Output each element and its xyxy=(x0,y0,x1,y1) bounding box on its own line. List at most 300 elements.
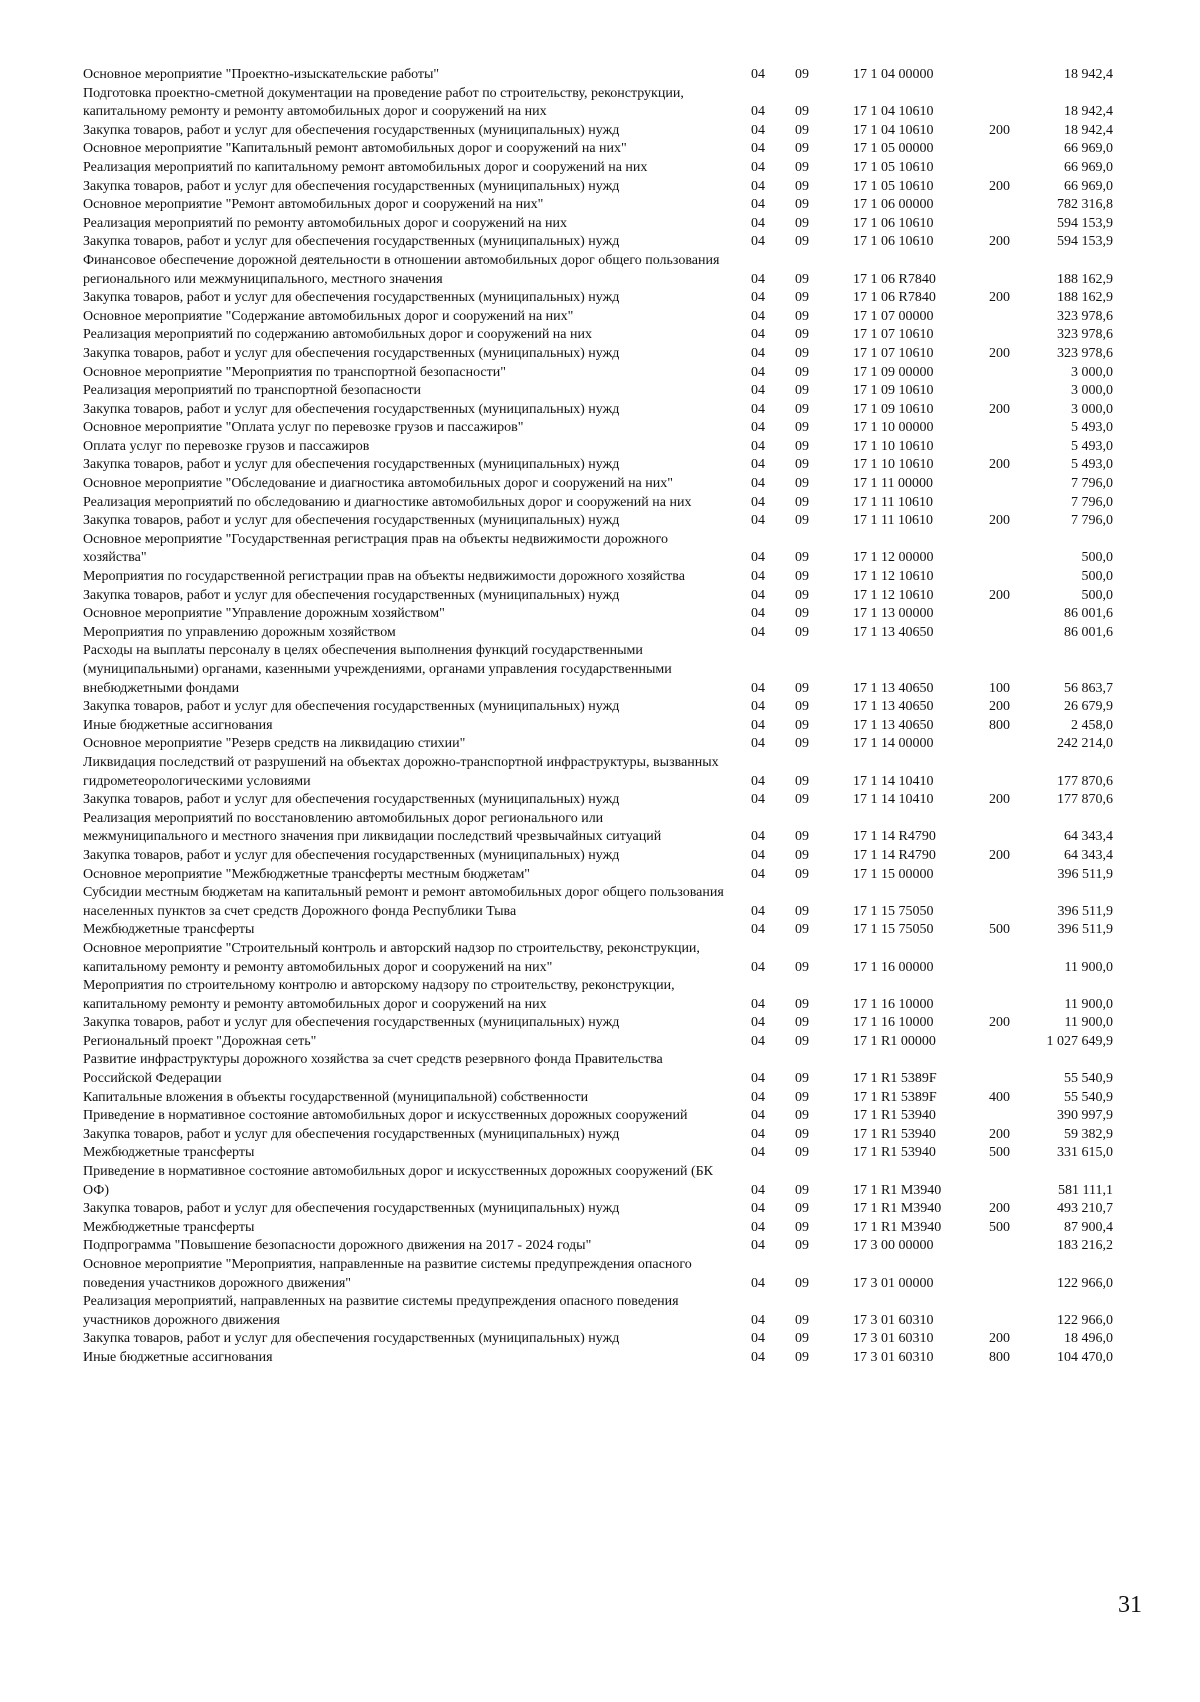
row-subsection: 09 xyxy=(795,847,809,863)
table-row xyxy=(83,512,1123,531)
row-target-code: 17 1 R1 M3940 xyxy=(853,1219,942,1235)
table-row xyxy=(83,326,1123,345)
table-row xyxy=(83,308,1123,327)
row-expense-type: 200 xyxy=(989,792,1010,808)
row-expense-type: 400 xyxy=(989,1089,1010,1105)
row-expense-type xyxy=(981,494,1045,513)
row-name: Закупка товаров, работ и услуг для обеспечения государственных (муниципальных) нужд xyxy=(83,178,620,194)
row-section: 04 xyxy=(751,959,765,975)
row-expense-type: 200 xyxy=(989,1201,1010,1217)
row-subsection: 09 xyxy=(795,1108,809,1124)
row-subsection: 09 xyxy=(795,1089,809,1105)
row-amount: 581 111,1 xyxy=(1058,1182,1113,1198)
row-name: Основное мероприятие "Управление дорожным хозяйством" xyxy=(83,606,445,622)
row-name: Подпрограмма "Повышение безопасности дорожного движения на 2017 - 2024 годы" xyxy=(83,1238,592,1254)
row-name: Основное мероприятие "Государственная регистрация прав на объекты недвижимости дорожного хозяйства" xyxy=(83,531,669,566)
row-section: 04 xyxy=(751,290,765,306)
row-section: 04 xyxy=(751,383,765,399)
row-subsection: 09 xyxy=(795,1349,809,1365)
table-row xyxy=(83,977,1123,1014)
table-row xyxy=(83,178,1123,197)
row-section: 04 xyxy=(751,67,765,82)
row-amount: 59 382,9 xyxy=(1064,1126,1113,1142)
row-name: Финансовое обеспечение дорожной деятельности в отношении автомобильных дорог общего пользования регионального или межмуниципального, местного значения xyxy=(83,252,720,287)
row-amount: 26 679,9 xyxy=(1064,699,1113,715)
table-row xyxy=(83,866,1123,885)
table-row xyxy=(83,159,1123,178)
row-target-code: 17 1 R1 00000 xyxy=(853,1033,936,1049)
row-subsection: 09 xyxy=(795,959,809,975)
row-name: Закупка товаров, работ и услуг для обеспечения государственных (муниципальных) нужд xyxy=(83,587,620,603)
row-amount: 122 966,0 xyxy=(1057,1312,1113,1328)
row-amount: 396 511,9 xyxy=(1057,922,1113,938)
row-name: Реализация мероприятий по ремонту автомобильных дорог и сооружений на них xyxy=(83,215,568,231)
row-target-code: 17 1 11 00000 xyxy=(853,476,933,492)
row-amount: 56 863,7 xyxy=(1064,680,1113,696)
row-subsection: 09 xyxy=(795,569,809,585)
row-subsection: 09 xyxy=(795,736,809,752)
row-name: Основное мероприятие "Резерв средств на ликвидацию стихии" xyxy=(83,736,466,752)
table-row xyxy=(83,1293,1123,1330)
row-amount: 323 978,6 xyxy=(1057,345,1113,361)
row-name: Закупка товаров, работ и услуг для обеспечения государственных (муниципальных) нужд xyxy=(83,847,620,863)
row-name: Основное мероприятие "Межбюджетные трансферты местным бюджетам" xyxy=(83,866,531,882)
row-target-code: 17 1 05 00000 xyxy=(853,141,934,157)
table-row xyxy=(83,438,1123,457)
row-amount: 1 027 649,9 xyxy=(1046,1033,1113,1049)
row-subsection: 09 xyxy=(795,1201,809,1217)
row-amount: 5 493,0 xyxy=(1071,420,1113,436)
table-row xyxy=(83,735,1123,754)
row-target-code: 17 1 05 10610 xyxy=(853,159,934,175)
row-subsection: 09 xyxy=(795,271,809,287)
row-target-code: 17 1 R1 53940 xyxy=(853,1108,936,1124)
row-amount: 183 216,2 xyxy=(1057,1238,1113,1254)
row-target-code: 17 1 R1 5389F xyxy=(853,1071,937,1087)
row-subsection: 09 xyxy=(795,1015,809,1031)
row-subsection: 09 xyxy=(795,680,809,696)
row-subsection: 09 xyxy=(795,550,809,566)
row-expense-type xyxy=(981,140,1045,159)
row-target-code: 17 1 R1 M3940 xyxy=(853,1201,942,1217)
row-expense-type xyxy=(981,252,1045,289)
row-name: Закупка товаров, работ и услуг для обеспечения государственных (муниципальных) нужд xyxy=(83,122,620,138)
row-section: 04 xyxy=(751,271,765,287)
row-expense-type: 200 xyxy=(989,587,1010,603)
row-expense-type: 200 xyxy=(989,1126,1010,1142)
row-expense-type: 200 xyxy=(989,699,1010,715)
row-subsection: 09 xyxy=(795,513,809,529)
budget-table-body xyxy=(83,66,1123,1368)
table-row xyxy=(83,1107,1123,1126)
row-expense-type xyxy=(981,531,1045,568)
table-row xyxy=(83,1330,1123,1349)
row-name: Закупка товаров, работ и услуг для обеспечения государственных (муниципальных) нужд xyxy=(83,1015,620,1031)
row-subsection: 09 xyxy=(795,1145,809,1161)
row-section: 04 xyxy=(751,736,765,752)
row-target-code: 17 1 14 R4790 xyxy=(853,829,936,845)
row-target-code: 17 1 16 10000 xyxy=(853,996,934,1012)
row-subsection: 09 xyxy=(795,717,809,733)
row-section: 04 xyxy=(751,866,765,882)
row-section: 04 xyxy=(751,476,765,492)
row-subsection: 09 xyxy=(795,903,809,919)
row-section: 04 xyxy=(751,792,765,808)
row-section: 04 xyxy=(751,401,765,417)
row-subsection: 09 xyxy=(795,699,809,715)
row-subsection: 09 xyxy=(795,494,809,510)
row-name: Закупка товаров, работ и услуг для обеспечения государственных (муниципальных) нужд xyxy=(83,290,620,306)
row-name: Закупка товаров, работ и услуг для обеспечения государственных (муниципальных) нужд xyxy=(83,699,620,715)
row-section: 04 xyxy=(751,197,765,213)
row-expense-type xyxy=(981,215,1045,234)
row-amount: 5 493,0 xyxy=(1071,438,1113,454)
row-expense-type xyxy=(981,866,1045,885)
row-target-code: 17 3 00 00000 xyxy=(853,1238,934,1254)
row-amount: 87 900,4 xyxy=(1064,1219,1113,1235)
row-target-code: 17 1 09 00000 xyxy=(853,364,934,380)
row-section: 04 xyxy=(751,159,765,175)
row-expense-type xyxy=(981,624,1045,643)
row-expense-type: 200 xyxy=(989,1015,1010,1031)
row-section: 04 xyxy=(751,438,765,454)
row-expense-type: 500 xyxy=(989,1219,1010,1235)
row-target-code: 17 1 06 00000 xyxy=(853,197,934,213)
row-expense-type xyxy=(981,1237,1045,1256)
row-name: Межбюджетные трансферты xyxy=(83,1145,255,1161)
row-target-code: 17 1 09 10610 xyxy=(853,383,934,399)
row-section: 04 xyxy=(751,624,765,640)
row-expense-type xyxy=(981,364,1045,383)
row-target-code: 17 1 13 40650 xyxy=(853,699,934,715)
row-name: Капитальные вложения в объекты государственной (муниципальной) собственности xyxy=(83,1089,589,1105)
row-name: Мероприятия по управлению дорожным хозяйством xyxy=(83,624,396,640)
table-row xyxy=(83,1349,1123,1368)
table-row xyxy=(83,587,1123,606)
row-amount: 500,0 xyxy=(1081,550,1113,566)
row-subsection: 09 xyxy=(795,1071,809,1087)
row-section: 04 xyxy=(751,122,765,138)
row-section: 04 xyxy=(751,178,765,194)
row-subsection: 09 xyxy=(795,308,809,324)
row-name: Закупка товаров, работ и услуг для обеспечения государственных (муниципальных) нужд xyxy=(83,457,620,473)
table-row xyxy=(83,475,1123,494)
row-target-code: 17 1 14 00000 xyxy=(853,736,934,752)
row-section: 04 xyxy=(751,569,765,585)
table-row xyxy=(83,140,1123,159)
table-row xyxy=(83,85,1123,122)
row-amount: 5 493,0 xyxy=(1071,457,1113,473)
row-subsection: 09 xyxy=(795,290,809,306)
table-row xyxy=(83,754,1123,791)
row-name: Мероприятия по строительному контролю и авторскому надзору по строительству, реконструкции, капитальному ремонту и ремонту автомобильных дорог и сооружений на них xyxy=(83,978,675,1012)
row-subsection: 09 xyxy=(795,606,809,622)
table-row xyxy=(83,884,1123,921)
row-name: Основное мероприятие "Оплата услуг по перевозке грузов и пассажиров" xyxy=(83,420,524,436)
row-amount: 3 000,0 xyxy=(1071,401,1113,417)
row-target-code: 17 3 01 60310 xyxy=(853,1331,934,1347)
row-target-code: 17 1 15 75050 xyxy=(853,903,934,919)
row-amount: 18 942,4 xyxy=(1064,122,1113,138)
row-expense-type: 200 xyxy=(989,122,1010,138)
row-name: Основное мероприятие "Содержание автомобильных дорог и сооружений на них" xyxy=(83,308,574,324)
row-expense-type xyxy=(981,196,1045,215)
row-name: Реализация мероприятий по восстановлению автомобильных дорог регионального или межмуниципального и местного значения при ликвидации последствий чрезвычайных ситуаций xyxy=(83,810,662,845)
row-section: 04 xyxy=(751,847,765,863)
row-target-code: 17 1 05 10610 xyxy=(853,178,934,194)
table-row xyxy=(83,1051,1123,1088)
table-row xyxy=(83,717,1123,736)
row-section: 04 xyxy=(751,587,765,603)
row-expense-type: 200 xyxy=(989,513,1010,529)
row-expense-type: 800 xyxy=(989,717,1010,733)
table-row xyxy=(83,1163,1123,1200)
row-amount: 66 969,0 xyxy=(1064,159,1113,175)
row-section: 04 xyxy=(751,308,765,324)
row-name: Основное мероприятие "Мероприятия, направленные на развитие системы предупреждения опасного поведения участников дорожного движения" xyxy=(83,1257,692,1291)
row-amount: 64 343,4 xyxy=(1064,847,1113,863)
row-expense-type xyxy=(981,85,1045,122)
row-amount: 3 000,0 xyxy=(1071,364,1113,380)
table-row xyxy=(83,921,1123,940)
row-amount: 7 796,0 xyxy=(1071,494,1113,510)
page-number: 31 xyxy=(1118,1592,1142,1618)
row-expense-type xyxy=(981,605,1045,624)
row-amount: 188 162,9 xyxy=(1057,290,1113,306)
row-section: 04 xyxy=(751,1015,765,1031)
row-subsection: 09 xyxy=(795,1033,809,1049)
table-row xyxy=(83,364,1123,383)
row-name: Межбюджетные трансферты xyxy=(83,1219,255,1235)
row-amount: 55 540,9 xyxy=(1064,1071,1113,1087)
row-amount: 594 153,9 xyxy=(1057,215,1113,231)
row-name: Иные бюджетные ассигнования xyxy=(83,1349,273,1365)
row-subsection: 09 xyxy=(795,1182,809,1198)
row-target-code: 17 1 13 40650 xyxy=(853,680,934,696)
row-section: 04 xyxy=(751,1126,765,1142)
row-expense-type xyxy=(981,382,1045,401)
row-subsection: 09 xyxy=(795,178,809,194)
row-target-code: 17 1 06 10610 xyxy=(853,215,934,231)
row-section: 04 xyxy=(751,327,765,343)
table-row xyxy=(83,196,1123,215)
row-section: 04 xyxy=(751,1182,765,1198)
row-subsection: 09 xyxy=(795,1275,809,1291)
row-amount: 323 978,6 xyxy=(1057,327,1113,343)
row-expense-type xyxy=(981,568,1045,587)
row-amount: 66 969,0 xyxy=(1064,178,1113,194)
row-section: 04 xyxy=(751,1219,765,1235)
row-amount: 782 316,8 xyxy=(1057,197,1113,213)
row-section: 04 xyxy=(751,1349,765,1365)
row-name: Подготовка проектно-сметной документации на проведение работ по строительству, реконструкции, капитальному ремонту и ремонту автомобильных дорог и сооружений на них xyxy=(83,85,684,120)
row-target-code: 17 3 01 00000 xyxy=(853,1275,934,1291)
row-amount: 500,0 xyxy=(1081,587,1113,603)
table-row xyxy=(83,66,1123,85)
table-row xyxy=(83,382,1123,401)
row-section: 04 xyxy=(751,141,765,157)
row-expense-type: 500 xyxy=(989,1145,1010,1161)
row-subsection: 09 xyxy=(795,866,809,882)
row-target-code: 17 1 R1 53940 xyxy=(853,1145,936,1161)
table-row xyxy=(83,1237,1123,1256)
table-row xyxy=(83,345,1123,364)
row-subsection: 09 xyxy=(795,401,809,417)
row-section: 04 xyxy=(751,1071,765,1087)
row-expense-type xyxy=(981,475,1045,494)
table-row xyxy=(83,568,1123,587)
row-target-code: 17 1 13 40650 xyxy=(853,624,934,640)
row-section: 04 xyxy=(751,829,765,845)
row-amount: 11 900,0 xyxy=(1064,959,1113,975)
row-expense-type xyxy=(981,66,1045,85)
row-expense-type xyxy=(981,1163,1045,1200)
row-name: Субсидии местным бюджетам на капитальный ремонт и ремонт автомобильных дорог общего пользования населенных пунктов за счет средств Дорожного фонда Республики Тыва xyxy=(83,885,724,919)
row-target-code: 17 1 07 10610 xyxy=(853,345,934,361)
row-subsection: 09 xyxy=(795,996,809,1012)
row-name: Основное мероприятие "Мероприятия по транспортной безопасности" xyxy=(83,364,506,380)
row-target-code: 17 1 R1 5389F xyxy=(853,1089,937,1105)
row-section: 04 xyxy=(751,1201,765,1217)
row-section: 04 xyxy=(751,717,765,733)
row-amount: 18 942,4 xyxy=(1064,104,1113,120)
row-target-code: 17 1 06 10610 xyxy=(853,234,934,250)
row-expense-type xyxy=(981,438,1045,457)
row-amount: 11 900,0 xyxy=(1064,1015,1113,1031)
row-name: Закупка товаров, работ и услуг для обеспечения государственных (муниципальных) нужд xyxy=(83,234,620,250)
row-target-code: 17 1 09 10610 xyxy=(853,401,934,417)
row-subsection: 09 xyxy=(795,438,809,454)
row-section: 04 xyxy=(751,1108,765,1124)
row-amount: 7 796,0 xyxy=(1071,476,1113,492)
row-target-code: 17 1 16 10000 xyxy=(853,1015,934,1031)
row-subsection: 09 xyxy=(795,104,809,120)
row-amount: 86 001,6 xyxy=(1064,606,1113,622)
row-subsection: 09 xyxy=(795,141,809,157)
row-subsection: 09 xyxy=(795,1312,809,1328)
row-expense-type xyxy=(981,735,1045,754)
row-target-code: 17 1 07 10610 xyxy=(853,327,934,343)
row-target-code: 17 1 04 10610 xyxy=(853,122,934,138)
row-subsection: 09 xyxy=(795,122,809,138)
row-amount: 493 210,7 xyxy=(1057,1201,1113,1217)
row-amount: 2 458,0 xyxy=(1071,717,1113,733)
row-subsection: 09 xyxy=(795,1126,809,1142)
row-expense-type: 500 xyxy=(989,922,1010,938)
row-amount: 104 470,0 xyxy=(1057,1349,1113,1365)
row-subsection: 09 xyxy=(795,215,809,231)
row-name: Межбюджетные трансферты xyxy=(83,922,255,938)
row-expense-type: 200 xyxy=(989,457,1010,473)
row-target-code: 17 1 13 40650 xyxy=(853,717,934,733)
row-amount: 177 870,6 xyxy=(1057,792,1113,808)
row-expense-type xyxy=(981,1293,1045,1330)
row-amount: 188 162,9 xyxy=(1057,271,1113,287)
table-row xyxy=(83,810,1123,847)
row-amount: 396 511,9 xyxy=(1057,903,1113,919)
row-target-code: 17 1 13 00000 xyxy=(853,606,934,622)
row-section: 04 xyxy=(751,457,765,473)
row-name: Реализация мероприятий, направленных на развитие системы предупреждения опасного поведения участников дорожного движения xyxy=(83,1294,679,1328)
row-subsection: 09 xyxy=(795,587,809,603)
row-target-code: 17 1 10 10610 xyxy=(853,438,934,454)
table-row xyxy=(83,1219,1123,1238)
row-name: Региональный проект "Дорожная сеть" xyxy=(83,1033,317,1049)
row-expense-type xyxy=(981,884,1045,921)
row-name: Основное мероприятие "Строительный контроль и авторский надзор по строительству, реконструкции, капитальному ремонту и ремонту автомобильных дорог и сооружений на них" xyxy=(83,940,700,975)
table-row xyxy=(83,401,1123,420)
row-name: Расходы на выплаты персоналу в целях обеспечения выполнения функций государственными (муниципальными) органами, казенными учреждениями, органами управления государственными внебюджетными фондами xyxy=(83,643,672,696)
row-amount: 18 942,4 xyxy=(1064,67,1113,82)
row-target-code: 17 1 11 10610 xyxy=(853,513,933,529)
row-amount: 242 214,0 xyxy=(1057,736,1113,752)
row-name: Мероприятия по государственной регистрации прав на объекты недвижимости дорожного хозяйства xyxy=(83,569,685,585)
row-subsection: 09 xyxy=(795,1219,809,1235)
row-section: 04 xyxy=(751,680,765,696)
row-amount: 55 540,9 xyxy=(1064,1089,1113,1105)
row-amount: 177 870,6 xyxy=(1057,773,1113,789)
row-subsection: 09 xyxy=(795,197,809,213)
row-amount: 11 900,0 xyxy=(1064,996,1113,1012)
row-target-code: 17 1 11 10610 xyxy=(853,494,933,510)
row-expense-type xyxy=(981,1256,1045,1293)
row-amount: 66 969,0 xyxy=(1064,141,1113,157)
row-name: Основное мероприятие "Проектно-изыскательские работы" xyxy=(83,67,440,82)
row-expense-type xyxy=(981,940,1045,977)
row-expense-type xyxy=(981,419,1045,438)
row-name: Основное мероприятие "Капитальный ремонт автомобильных дорог и сооружений на них" xyxy=(83,141,627,157)
row-amount: 390 997,9 xyxy=(1057,1108,1113,1124)
row-target-code: 17 1 15 75050 xyxy=(853,922,934,938)
row-expense-type xyxy=(981,1107,1045,1126)
row-amount: 331 615,0 xyxy=(1057,1145,1113,1161)
table-row xyxy=(83,698,1123,717)
row-section: 04 xyxy=(751,364,765,380)
budget-table xyxy=(83,66,1123,1368)
row-target-code: 17 1 16 00000 xyxy=(853,959,934,975)
row-subsection: 09 xyxy=(795,159,809,175)
row-subsection: 09 xyxy=(795,457,809,473)
table-row xyxy=(83,1126,1123,1145)
row-amount: 86 001,6 xyxy=(1064,624,1113,640)
row-target-code: 17 1 12 10610 xyxy=(853,587,934,603)
row-section: 04 xyxy=(751,234,765,250)
row-target-code: 17 1 15 00000 xyxy=(853,866,934,882)
row-target-code: 17 3 01 60310 xyxy=(853,1349,934,1365)
row-target-code: 17 1 12 00000 xyxy=(853,550,934,566)
row-subsection: 09 xyxy=(795,773,809,789)
row-section: 04 xyxy=(751,903,765,919)
row-name: Реализация мероприятий по транспортной безопасности xyxy=(83,383,422,399)
row-name: Реализация мероприятий по содержанию автомобильных дорог и сооружений на них xyxy=(83,327,592,343)
row-target-code: 17 1 14 R4790 xyxy=(853,847,936,863)
row-subsection: 09 xyxy=(795,792,809,808)
table-row xyxy=(83,1033,1123,1052)
table-row xyxy=(83,1014,1123,1033)
row-section: 04 xyxy=(751,550,765,566)
table-row xyxy=(83,642,1123,698)
row-subsection: 09 xyxy=(795,922,809,938)
row-subsection: 09 xyxy=(795,383,809,399)
table-row xyxy=(83,847,1123,866)
row-expense-type xyxy=(981,754,1045,791)
table-row xyxy=(83,252,1123,289)
row-name: Закупка товаров, работ и услуг для обеспечения государственных (муниципальных) нужд xyxy=(83,345,620,361)
budget-table-page xyxy=(83,66,1123,1368)
row-name: Закупка товаров, работ и услуг для обеспечения государственных (муниципальных) нужд xyxy=(83,1126,620,1142)
row-expense-type: 800 xyxy=(989,1349,1010,1365)
row-name: Приведение в нормативное состояние автомобильных дорог и искусственных дорожных сооружений (БК ОФ) xyxy=(83,1164,714,1198)
